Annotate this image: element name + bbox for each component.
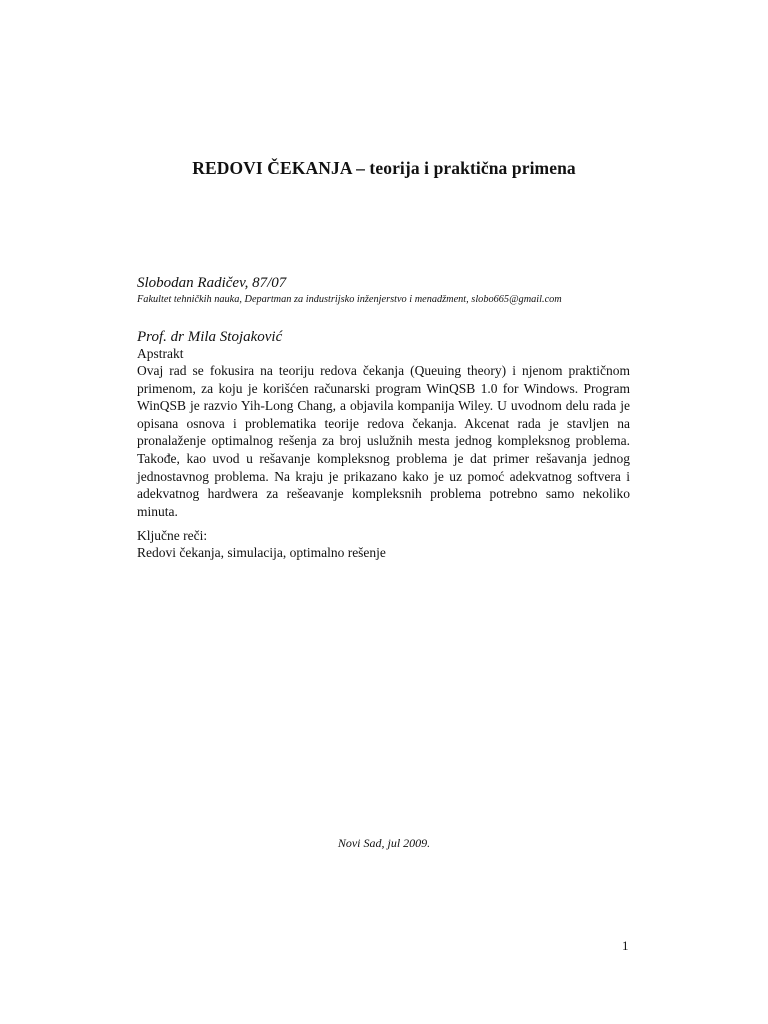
abstract-text: Ovaj rad se fokusira na teoriju redova čekanja (Queuing theory) i njenom praktičnom primenom, za koju je korišćen računarski program WinQSB 1.0 for Windows. Program WinQSB je razvio Yih-Long Chang, a objavila kompanija Wiley. U uvodnom delu rada je opisana osnova i problematika teorije redova čekanja. Akcenat rada je stavljen na pronalaženje optimalnog rešenja za broj uslužnih mesta jednog kompleksnog problema. Takođe, kao uvod u rešavanje kompleksnog problema je dat primer rešavanja jednog jednostavnog problema. Na kraju je prikazano kako je uz pomoć adekvatnog softvera i adekvatnog hardwera za rešeavanje kompleksnih problema potrebno samo nekoliko minuta. xyxy=(137,363,630,519)
page-number: 1 xyxy=(622,938,629,953)
place-and-date: Novi Sad, jul 2009. xyxy=(337,836,431,850)
keywords-list: Redovi čekanja, simulacija, optimalno rešenje xyxy=(137,545,386,560)
keywords-label: Ključne reči: xyxy=(137,528,208,543)
document-title: REDOVI ČEKANJA – teorija i praktična primena xyxy=(192,158,576,178)
mentor-name: Prof. dr Mila Stojaković xyxy=(137,329,283,345)
author-name: Slobodan Radičev, 87/07 xyxy=(137,275,287,291)
author-affiliation: Fakultet tehničkih nauka, Departman za industrijsko inženjerstvo i menadžment, slobo665@gmail.com xyxy=(137,294,562,305)
abstract-heading: Apstrakt xyxy=(137,346,184,361)
